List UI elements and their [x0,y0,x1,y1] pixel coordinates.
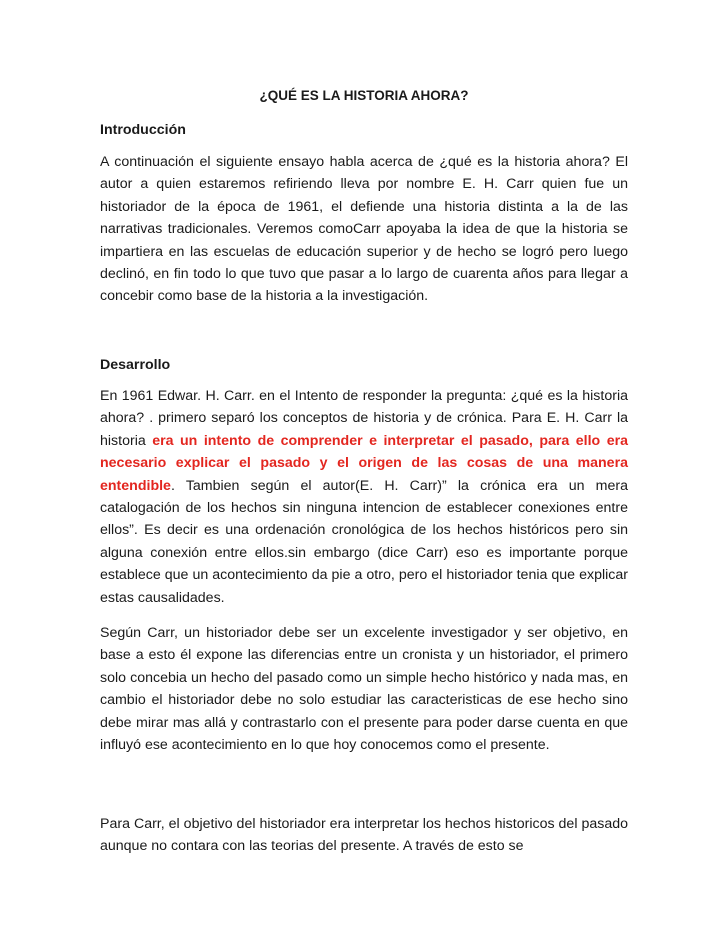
development-paragraph-2: Según Carr, un historiador debe ser un excelente investigador y ser objetivo, en base a esto él expone las diferencias entre un cronista y un historiador, el primero solo concebia un hecho del pasado como un simple hecho histórico y nada mas, en cambio el historiador debe no solo estudiar las caracteristicas de ese hecho sino debe mirar mas allá y contrastarlo con el presente para poder darse cuenta en que influyó ese acontecimiento en lo que hoy conocemos como el presente. [100,625,628,754]
intro-heading: Introducción [100,122,186,138]
dev-p1-text-a: En 1961 Edwar. H. Carr. en el Intento de responder la pregunta: ¿qué es la historia ahora? . primero separó los conceptos de historia y de crónica. Para E. H. Carr la historia [100,388,628,449]
dev-p1-highlight: era un intento de comprender e interpretar el pasado, para ello era necesario explicar el pasado y el origen de las cosas de una manera entendible [100,432,628,494]
development-paragraph-1 [100,385,628,609]
dev-p1-text-b: . Tambien según el autor(E. H. Carr)” la crónica era un mera catalogación de los hechos sin ninguna intencion de establecer conexiones entre ellos”. Es decir es una ordenación cronológica de los hechos históricos pero sin alguna conexión entre ellos.sin embargo (dice Carr) eso es importante porque establece que un acontecimiento da pie a otro, pero el historiador tenia que explicar estas causalidades. [100,477,628,606]
intro-paragraph: A continuación el siguiente ensayo habla acerca de ¿qué es la historia ahora? El autor a quien estaremos refiriendo lleva por nombre E. H. Carr quien fue un historiador de la época de 1961, el defiende una historia distinta a la de las narrativas tradicionales. Veremos comoCarr apoyaba la idea de que la historia se impartiera en las escuelas de educación superior y de hecho se logró pero luego declinó, en fin todo lo que tuvo que pasar a lo largo de cuarenta años para llegar a concebir como base de la historia a la investigación. [100,154,628,305]
development-heading: Desarrollo [100,357,171,373]
document-title: ¿QUÉ ES LA HISTORIA AHORA? [259,88,469,103]
development-paragraph-3: Para Carr, el objetivo del historiador era interpretar los hechos historicos del pasado aunque no contara con las teorias del presente. A través de esto se [100,816,628,855]
